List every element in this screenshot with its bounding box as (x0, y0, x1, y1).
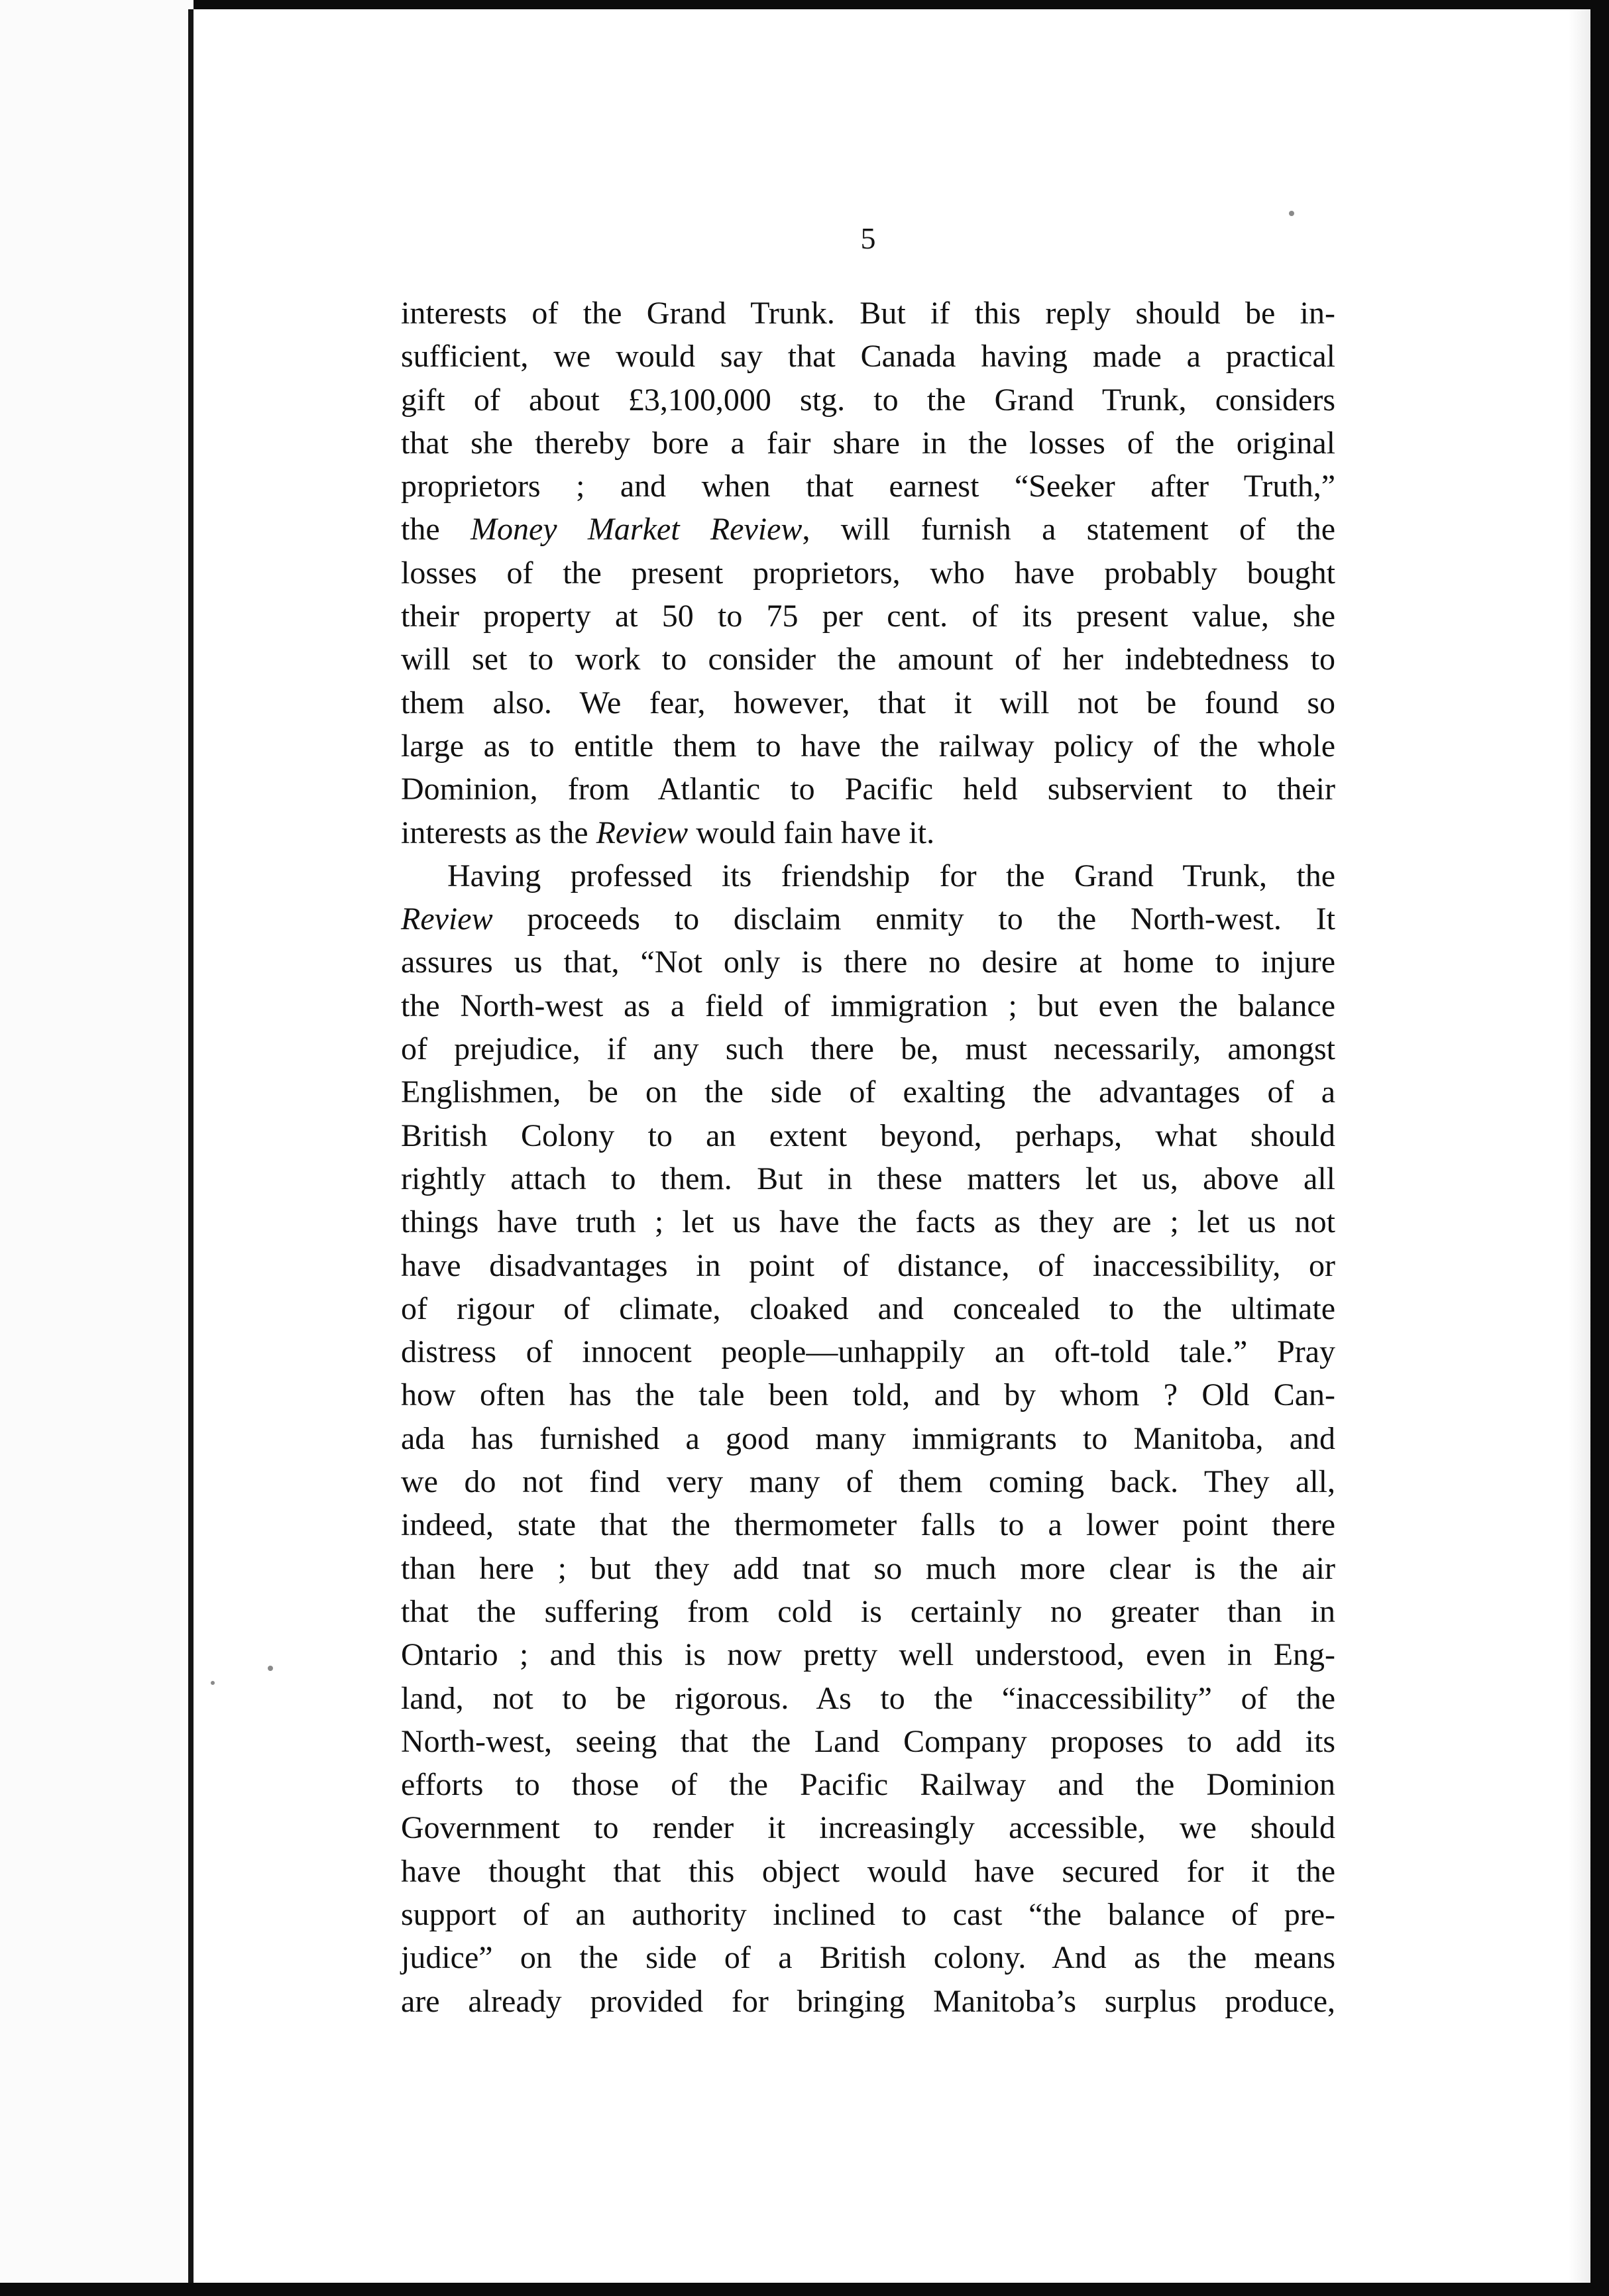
publication-title: Review (596, 815, 689, 850)
publication-title: Review (401, 901, 493, 937)
body-text (401, 292, 1335, 2023)
text-line: how often has the tale been told, and by whom ? Old Can- (401, 1377, 1335, 1413)
text-line: that the suffering from cold is certainly no greater than in (401, 1593, 1335, 1629)
text-line: their property at 50 to 75 per cent. of its present value, she (401, 599, 1335, 634)
text-line: things have truth ; let us have the facts as they are ; let us not (401, 1204, 1335, 1240)
text-line: Englishmen, be on the side of exalting the advantages of a (401, 1074, 1335, 1110)
text-line: will set to work to consider the amount of her indebtedness to (401, 642, 1335, 677)
text-line: them also. We fear, however, that it will not be found so (401, 685, 1335, 720)
text-line: the North-west as a field of immigration ; but even the balance (401, 988, 1335, 1023)
line-segment: proceeds to disclaim enmity to the North-west. It (492, 901, 1335, 937)
text-line: that she thereby bore a fair share in the losses of the original (401, 425, 1335, 461)
text-line: than here ; but they add tnat so much more clear is the air (401, 1550, 1335, 1586)
text-line: indeed, state that the thermometer falls to a lower point there (401, 1507, 1335, 1543)
line-segment: interests as the (401, 815, 596, 850)
text-line: rightly attach to them. But in these matters let us, above all (401, 1161, 1335, 1196)
scan-bottom-edge (0, 2283, 1609, 2296)
text-line: large as to entitle them to have the railway policy of the whole (401, 728, 1335, 764)
scan-right-edge (1590, 0, 1609, 2296)
text-line: judice” on the side of a British colony. And as the means (401, 1940, 1335, 1976)
text-line (401, 897, 1335, 941)
scan-speck (268, 1666, 273, 1671)
binding-spine (188, 9, 194, 2283)
text-line: of rigour of climate, cloaked and concealed to the ultimate (401, 1291, 1335, 1326)
text-line: Ontario ; and this is now pretty well understood, even in Eng- (401, 1637, 1335, 1673)
text-line: land, not to be rigorous. As to the “inaccessibility” of the (401, 1680, 1335, 1716)
text-line: gift of about £3,100,000 stg. to the Grand Trunk, considers (401, 382, 1335, 418)
page-number: 5 (860, 221, 876, 255)
line-segment: would fain have it. (688, 815, 935, 850)
previous-page-strip (0, 0, 194, 2296)
line-segment: , will furnish a statement of the (802, 512, 1335, 547)
text-line: Government to render it increasingly accessible, we should (401, 1810, 1335, 1846)
scan-top-edge (0, 0, 1609, 9)
text-line (401, 508, 1335, 551)
text-line: distress of innocent people—unhappily an oft-told tale.” Pray (401, 1334, 1335, 1370)
text-line: interests of the Grand Trunk. But if this reply should be in- (401, 296, 1335, 331)
text-line: we do not find very many of them coming back. They all, (401, 1464, 1335, 1500)
text-line: have disadvantages in point of distance, of inaccessibility, or (401, 1247, 1335, 1283)
text-line: Having professed its friendship for the Grand Trunk, the (447, 858, 1335, 893)
line-segment: the (401, 512, 471, 547)
text-line: support of an authority inclined to cast “the balance of pre- (401, 1896, 1335, 1932)
text-line: are already provided for bringing Manitoba’s surplus produce, (401, 1983, 1335, 2019)
text-line: British Colony to an extent beyond, perhaps, what should (401, 1118, 1335, 1153)
text-line: ada has furnished a good many immigrants to Manitoba, and (401, 1420, 1335, 1456)
text-line: losses of the present proprietors, who have probably bought (401, 555, 1335, 591)
text-line: have thought that this object would have secured for it the (401, 1853, 1335, 1889)
text-line (401, 811, 1335, 854)
scan-speck (1289, 211, 1294, 216)
page-right-shadow (1568, 9, 1590, 2283)
text-line: assures us that, “Not only is there no desire at home to injure (401, 945, 1335, 980)
text-line: North-west, seeing that the Land Company proposes to add its (401, 1723, 1335, 1759)
text-line: proprietors ; and when that earnest “Seeker after Truth,” (401, 469, 1335, 504)
text-line: Dominion, from Atlantic to Pacific held subservient to their (401, 772, 1335, 807)
text-line: efforts to those of the Pacific Railway and the Dominion (401, 1767, 1335, 1803)
text-line: of prejudice, if any such there be, must necessarily, amongst (401, 1031, 1335, 1067)
scan-speck (211, 1681, 215, 1685)
publication-title: Money Market Review (470, 512, 803, 547)
text-line: sufficient, we would say that Canada having made a practical (401, 339, 1335, 374)
